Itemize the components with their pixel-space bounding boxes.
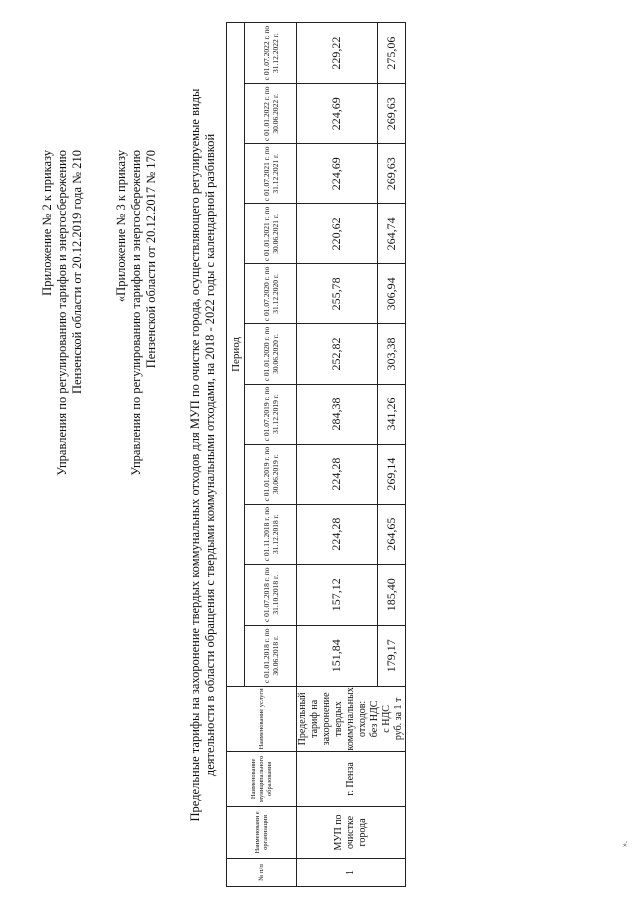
- service-vat-label: с НДС: [381, 705, 392, 733]
- tariff-no-vat: 229,22: [297, 23, 378, 84]
- tariff-with-vat: 306,94: [377, 264, 405, 324]
- tariff-with-vat: 269,63: [377, 144, 405, 204]
- tariff-no-vat: 157,12: [297, 564, 378, 625]
- appendix-header-line: Управления по регулированию тарифов и энергосбережению: [129, 150, 143, 476]
- tariff-with-vat: 185,40: [377, 564, 405, 625]
- tariff-with-vat: 269,14: [377, 444, 405, 504]
- service-main-text: Предельный тариф на захоронение твердых коммунальных отходов:: [297, 687, 368, 751]
- col-header-org: Наименовани е организации: [227, 806, 297, 858]
- period-header: с 01.07.2022 г. по 31.12.2022 г.: [245, 23, 297, 84]
- appendix-header-line: Управления по регулированию тарифов и энергосбережению: [55, 150, 69, 476]
- tariff-no-vat: 252,82: [297, 324, 378, 384]
- tariff-no-vat: 220,62: [297, 204, 378, 264]
- municipality-name: г. Пенза: [297, 751, 406, 806]
- period-header: с 01.01.2020 г. по 30.06.2020 г.: [245, 324, 297, 384]
- tariff-no-vat: 224,69: [297, 84, 378, 144]
- period-header: с 01.11.2018 г. по 31.12.2018 г.: [245, 504, 297, 564]
- period-header: с 01.07.2019 г. по 31.12.2019 г.: [245, 384, 297, 444]
- tariff-with-vat: 269,63: [377, 84, 405, 144]
- tariff-table: [226, 22, 406, 887]
- period-header: с 01.01.2019 г. по 30.06.2019 г.: [245, 444, 297, 504]
- title-line: деятельности в области обращения с твердыми коммунальными отходами, на 2018 - 2022 годы с календарной разбивкой: [203, 133, 217, 777]
- period-header: с 01.01.2021 г. по 30.06.2021 г.: [245, 204, 297, 264]
- row-num: 1: [297, 858, 406, 886]
- period-header: с 01.01.2022 г. по 30.06.2022 г.: [245, 84, 297, 144]
- tariff-with-vat: 275,06: [377, 23, 405, 84]
- col-header-municipality: Наименование муниципального образования: [227, 751, 297, 806]
- period-header: с 01.07.2018 г. по 31.10.2018 г.: [245, 564, 297, 625]
- closing-quote-mark: ».: [620, 841, 629, 847]
- document-title: [188, 25, 218, 885]
- appendix-header-line: Приложение № 2 к приказу: [40, 150, 54, 296]
- tariff-with-vat: 303,38: [377, 324, 405, 384]
- tariff-no-vat: 255,78: [297, 264, 378, 324]
- appendix-header-line: «Приложение № 3 к приказу: [114, 150, 128, 303]
- period-header: с 01.01.2018 г. по 30.06.2018 г.: [245, 625, 297, 686]
- tariff-with-vat: 264,74: [377, 204, 405, 264]
- service-unit-label: руб. за 1 т: [393, 697, 404, 741]
- tariff-with-vat: 179,17: [377, 625, 405, 686]
- title-line: Предельные тарифы на захоронение твердых коммунальных отходов для МУП по очистке города, осуществляющего регулируемые виды: [188, 88, 202, 822]
- tariff-no-vat: 151,84: [297, 625, 378, 686]
- tariff-with-vat: 264,65: [377, 504, 405, 564]
- period-header: с 01.07.2020 г. по 31.12.2020 г.: [245, 264, 297, 324]
- table-row: [297, 23, 378, 887]
- col-header-num: № п/п: [227, 858, 297, 886]
- header-row: [227, 23, 245, 887]
- org-name: МУП по очистке города: [297, 806, 406, 858]
- col-header-period: Период: [227, 23, 245, 687]
- appendix-header-current: [40, 150, 85, 610]
- period-header: с 01.07.2021 г. по 31.12.2021 г.: [245, 144, 297, 204]
- appendix-header-line: Пензенской области от 20.12.2017 № 170: [144, 150, 158, 369]
- service-description: [297, 686, 406, 751]
- tariff-no-vat: 224,69: [297, 144, 378, 204]
- service-no-vat-label: без НДС: [369, 700, 380, 738]
- appendix-header-original: [114, 150, 159, 610]
- tariff-no-vat: 224,28: [297, 444, 378, 504]
- col-header-service: Наименование услуги: [227, 686, 297, 751]
- appendix-header-line: Пензенской области от 20.12.2019 года № 210: [70, 150, 84, 394]
- tariff-no-vat: 284,38: [297, 384, 378, 444]
- tariff-no-vat: 224,28: [297, 504, 378, 564]
- tariff-with-vat: 341,26: [377, 384, 405, 444]
